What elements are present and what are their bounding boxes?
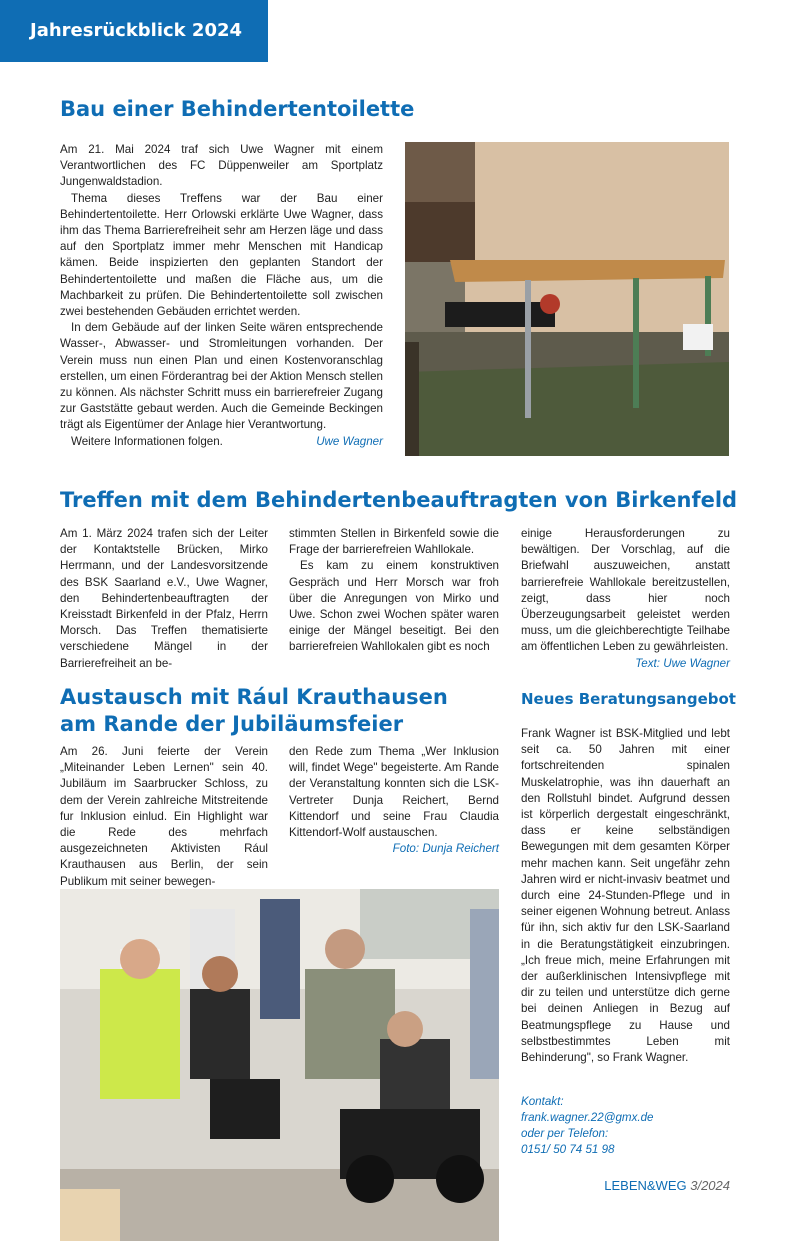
article-title — [60, 684, 448, 738]
paragraph: einige Herausforderungen zu bewältigen. Der Vorschlag, auf die Briefwahl auszuweichen, anstatt barrierefreie Wahllokale bereitzustellen, zeigt, dass hier noch Überzeugungsarbeit geleistet werden muss, um die gleichberechtigte Teilhabe am öffentlichen Leben zu gewährleisten. Text: Uwe Wagner — [521, 526, 730, 656]
phone-number: 0151/ 50 74 51 98 — [521, 1143, 615, 1156]
article-column: Am 1. März 2024 trafen sich der Leiter der Kontaktstelle Brücken, Mirko Herrmann, und der Landesvorsitzende des BSK Saarland e.V., Uwe Wagner, den Behindertenbeauftragten der Kreisstadt Birkenfeld in der Pfalz, Herrn Morsch. Das Treffen thematisierte verschiedene Mängel in der Barrierefreiheit an be- — [60, 527, 268, 670]
article-column: Am 26. Juni feierte der Verein „Miteinander Leben Lernen" sein 40. Jubiläum im Saarbrucker Schloss, zu dem der Verein zahlreiche Mitstreitende fur Inklusion einlud. Ein Highlight war die Rede des mehrfach ausgezeichneten Aktivisten Rául Krauthausen aus Berlin, der sein Publikum mit seiner bewegen- — [60, 745, 268, 888]
article-body — [60, 142, 383, 450]
contact-block — [521, 1094, 731, 1158]
article-title: Treffen mit dem Behindertenbeauftragten von Birkenfeld — [60, 488, 738, 512]
section-tag: Jahresrückblick 2024 — [0, 0, 268, 62]
article-title: Bau einer Behindertentoilette — [60, 97, 415, 121]
photo-credit: Foto: Dunja Reichert — [392, 842, 499, 856]
sidebar-title: Neues Beratungsangebot — [521, 690, 736, 708]
event-group-photo — [60, 889, 499, 1241]
paragraph: Weitere Informationen folgen. Uwe Wagner — [60, 434, 383, 450]
toilet-site-photo — [405, 142, 729, 456]
footer — [598, 1178, 730, 1193]
author-credit: Text: Uwe Wagner — [635, 656, 730, 670]
issue-number: 3/2024 — [690, 1178, 730, 1193]
article-column — [289, 744, 499, 857]
article-column — [289, 526, 499, 656]
paragraph: Thema dieses Treffens war der Bau einer Behindertentoilette. Herr Orlowski erklärte Uwe Wagner, dass ihm das Thema Barrierefreiheit sehr am Herzen läge und dass auf den Sportplatz immer mehr Menschen mit Handicap kämen. Beide inspizierten den geplanten Standort der Behindertentoilette und maßen die Fläche aus, um die Machbarkeit zu prüfen. Die Behindertentoilette soll zwischen zwei bestehenden Gebäuden errichtet werden. — [60, 191, 383, 319]
email-link[interactable]: frank.wagner.22@gmx.de — [521, 1111, 654, 1124]
paragraph: den Rede zum Thema „Wer Inklusion will, findet Wege" begeisterte. Am Rande der Veranstaltung konnten sich die LSK-Vertreter Dunja Reichert, Bernd Kittendorf und seine Frau Claudia Kittendorf-Wolf austauschen. — [289, 745, 499, 840]
contact-label: Kontakt: — [521, 1095, 564, 1108]
paragraph: Es kam zu einem konstruktiven Gespräch und Herr Morsch war froh über die Anregungen von Mirko und Uwe. Schon zwei Wochen später waren einige der Mängel beseitigt. Bei den barrierefreien Wahllokalen gibt es noch — [289, 559, 499, 654]
title-line: am Rande der Jubiläumsfeier — [60, 712, 404, 736]
magazine-brand: LEBEN&WEG — [604, 1178, 687, 1193]
paragraph: stimmten Stellen in Birkenfeld sowie die Frage der barrierefreien Wahllokale. — [289, 527, 499, 557]
phone-label: oder per Telefon: — [521, 1127, 609, 1140]
sidebar-body: Frank Wagner ist BSK-Mitglied und lebt seit ca. 50 Jahren mit einer fortschreitenden spinalen Muskelatrophie, was ihn dauerhaft an den Rollstuhl bindet. Aufgrund dessen ist körperlich dergestalt eingeschränkt, dass er keine selbständigen Bewegungen mit dem gesamten Körper mehr machen kann. Seit ungefähr zehn Jahren wird er nicht-invasiv beatmet und durch eine 24-Stunden-Pflege und in seiner eigenen Wohnung betreut. Anlass für ihn, sich aktiv fur den LSK-Saarland in die Beratungstätigkeit einzubringen. „Ich freue mich, meine Erfahrungen mit der außerklinischen Intensivpflege mit dir zu teilen und unterstütze dich gerne bei deinen Anliegen in Bezug auf Beatmungspflege zu Hause und selbstbestimmtes Leben mit Behinderung", so Frank Wagner. — [521, 727, 730, 1065]
author-credit: Uwe Wagner — [316, 434, 383, 448]
title-line: Austausch mit Rául Krauthausen — [60, 685, 448, 709]
paragraph: In dem Gebäude auf der linken Seite wären entsprechende Wasser-, Abwasser- und Stromleitungen vorhanden. Der Verein muss nun einen Plan und einen Kostenvoranschlag erstellen, um einen Förderantrag bei der Aktion Mensch stellen zu können. Als nächster Schritt muss ein barrierefreier Zugang zur Gaststätte gebaut werden. Auch die Gemeinde Beckingen trägt als Eigentümer der Anlage hier Verantwortung. — [60, 321, 383, 432]
paragraph: Am 21. Mai 2024 traf sich Uwe Wagner mit einem Verantwortlichen des FC Düppenweiler am Sportplatz Jungenwaldstadion. — [60, 143, 383, 189]
article-column — [521, 526, 730, 672]
